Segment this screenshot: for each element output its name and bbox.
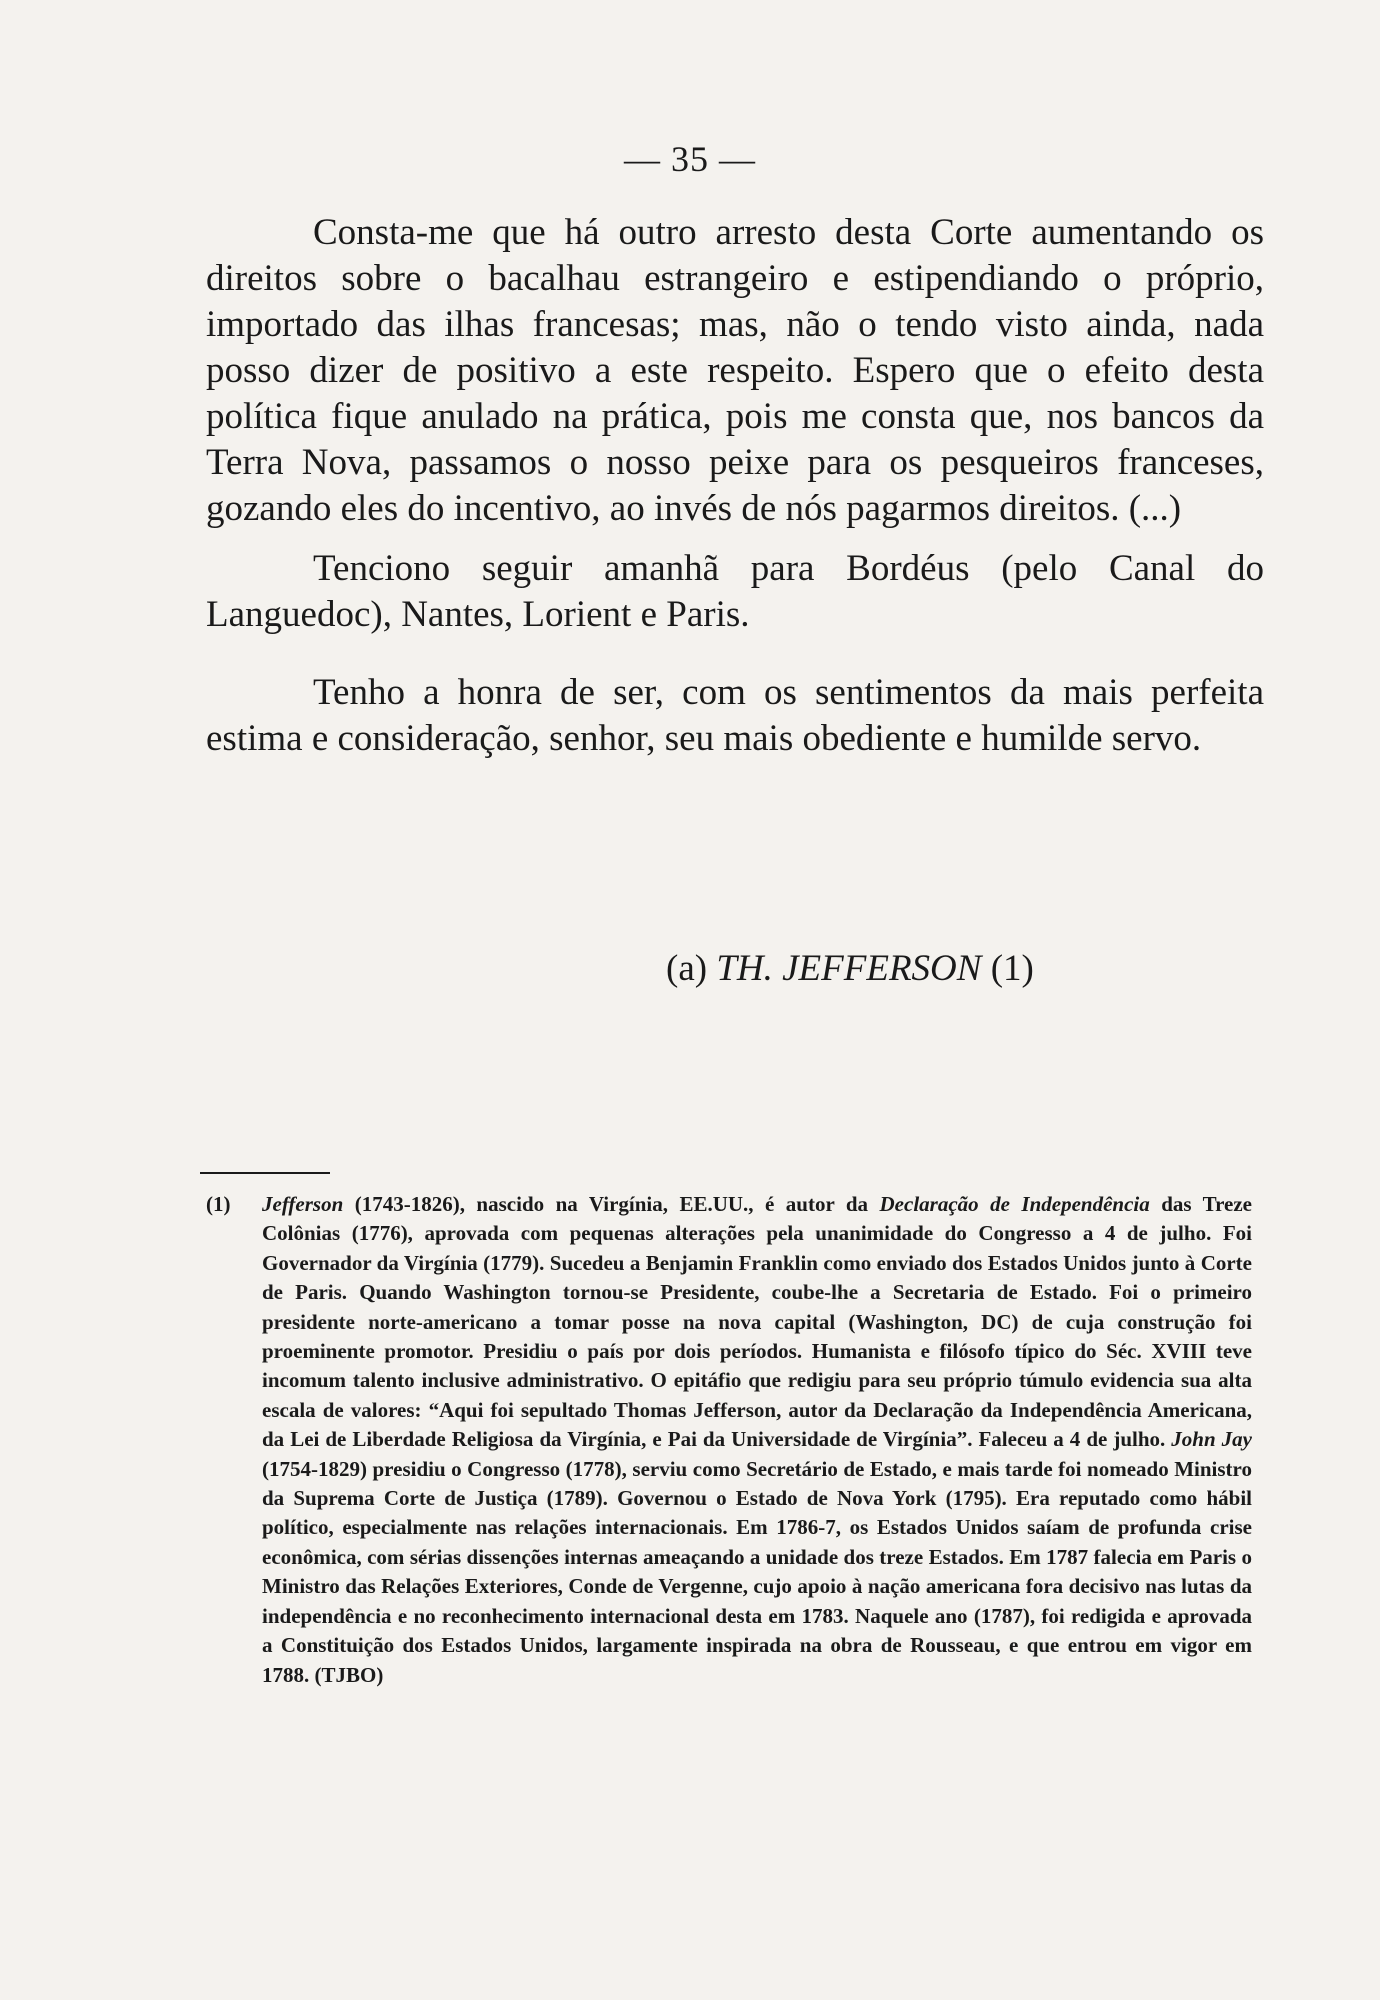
footnote-author-jay: John Jay xyxy=(1171,1427,1252,1452)
signature-note-ref: (1) xyxy=(990,948,1034,989)
footnote-text-3: (1754-1829) presidiu o Congresso (1778), serviu como Secretário de Estado, e mais tarde foi nomeado Ministro da Suprema Corte de Justiça (1789). Governou o Estado de Nova York (1795). Era reputado como hábil político, especialmente nas relações internacionais. Em 1786-7, os Estados Unidos saíam de profunda crise econômica, com sérias dissenções internas ameaçando a unidade dos treze Estados. Em 1787 falecia em Paris o Ministro das Relações Exteriores, Conde de Vergenne, cujo apoio à nação americana fora decisivo nas lutas da independência e no reconhecimento internacional desta em 1783. Naquele ano (1787), foi redigida e aprovada a Constituição dos Estados Unidos, largamente inspirada na obra de Rousseau, e que entrou em vigor em 1788. (TJBO) xyxy=(262,1456,1252,1687)
footnote-author-jefferson: Jefferson xyxy=(262,1192,344,1216)
footnote-text-1: (1743-1826), nascido na Virgínia, EE.UU., é autor da xyxy=(343,1192,880,1216)
paragraph-3: Tenho a honra de ser, com os sentimentos da mais perfeita estima e consideração, senhor, seu mais obediente e humilde servo. xyxy=(206,672,1264,759)
paragraph-1: Consta-me que há outro arresto desta Corte aumentando os direitos sobre o bacalhau estrangeiro e estipendiando o próprio, importado das ilhas francesas; mas, não o tendo visto ainda, nada posso dizer de positivo a este respeito. Espero que o efeito desta política fique anulado na prática, pois me consta que, nos bancos da Terra Nova, passamos o nosso peixe para os pesqueiros franceses, gozando eles do incentivo, ao invés de nós pagarmos direitos. (...) xyxy=(206,212,1264,529)
footnote xyxy=(206,1190,1252,1690)
letter-body xyxy=(206,210,1264,762)
footnote-doc-title: Declaração de Independência xyxy=(879,1192,1150,1216)
signature-prefix: (a) xyxy=(666,948,708,989)
signature xyxy=(666,946,1034,992)
footnote-text-2: das Treze Colônias (1776), aprovada com pequenas alterações pela unanimidade do Congresso a 4 de julho. Foi Governador da Virgínia (1779). Sucedeu a Benjamin Franklin como enviado dos Estados Unidos junto à Corte de Paris. Quando Washington tornou-se Presidente, coube-lhe a Secretaria de Estado. Foi o primeiro presidente norte-americano a tomar posse na nova capital (Washington, DC) de cuja construção foi proeminente promotor. Presidiu o país por dois períodos. Humanista e filósofo típico do Séc. XVIII teve incomum talento inclusive administrativo. O epitáfio que redigiu para seu próprio túmulo evidencia sua alta escala de valores: “Aqui foi sepultado Thomas Jefferson, autor da Declaração da Independência Americana, da Lei de Liberdade Religiosa da Virgínia, e Pai da Universidade de Virgínia”. Faleceu a 4 de julho. xyxy=(262,1192,1252,1452)
page-number: — 35 — xyxy=(624,139,756,179)
signature-name: TH. JEFFERSON xyxy=(716,948,982,989)
footnote-divider xyxy=(200,1172,330,1174)
paragraph-2: Tenciono seguir amanhã para Bordéus (pelo Canal do Languedoc), Nantes, Lorient e Paris. xyxy=(206,548,1264,635)
footnote-marker: (1) xyxy=(206,1192,231,1216)
